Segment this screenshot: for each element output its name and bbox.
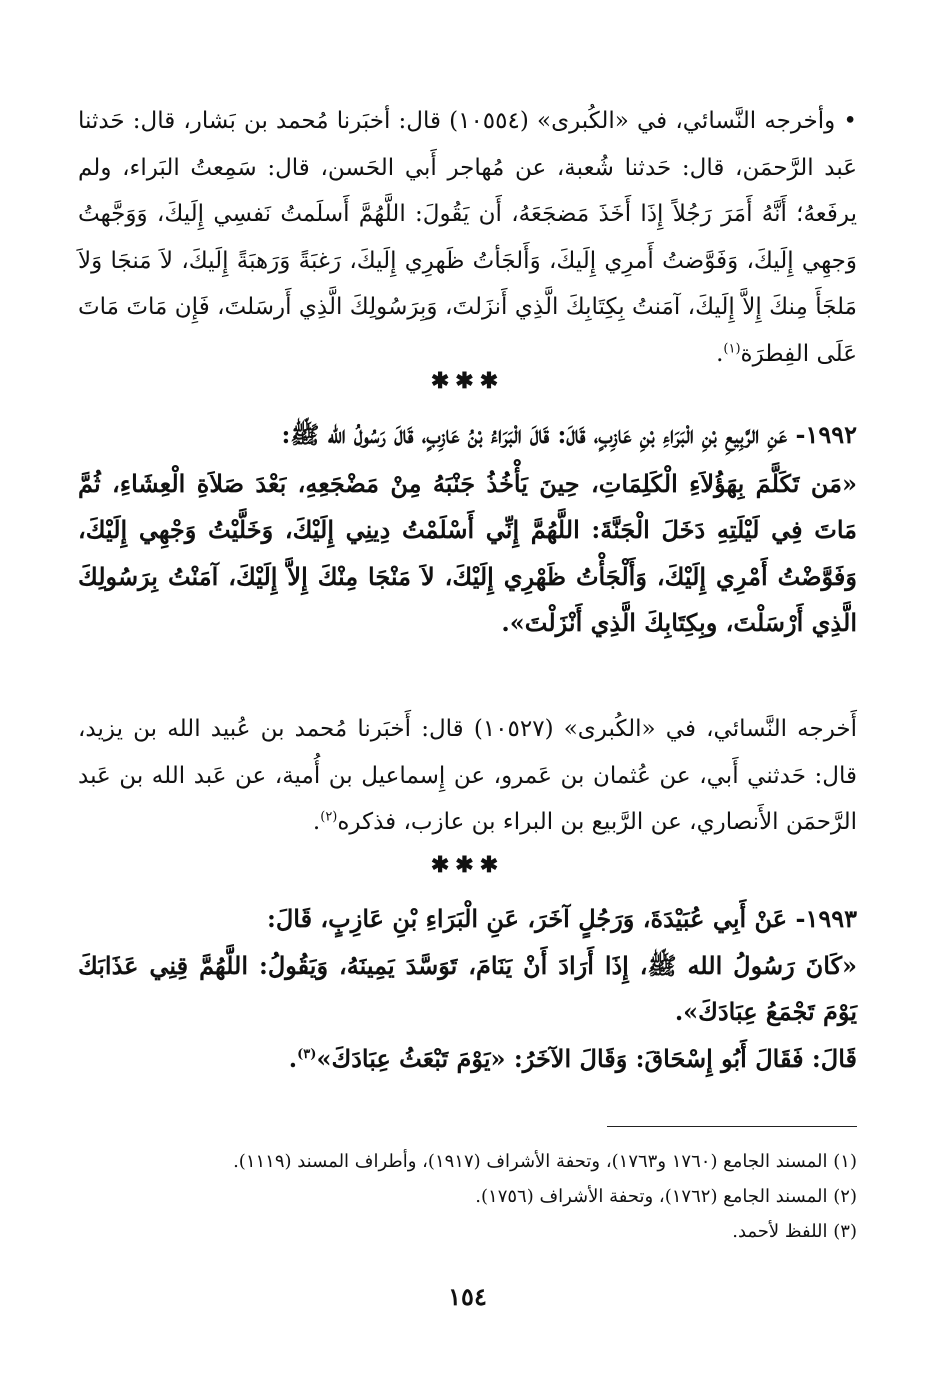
hadith-1993-tail: قَالَ: فَقَالَ أَبُو إِسْحَاقَ: وَقَالَ الآخَرُ: «يَوْمَ تَبْعَثُ عِبَادَكَ»$^{(٣)}$.	[288, 1043, 857, 1073]
footnote-divider	[607, 1126, 857, 1127]
commentary-paragraph-2: أَخرجه النَّسائي، في «الكُبرى» (١٠٥٢٧) قال: أَخبَرنا مُحمد بن عُبيد الله بن يزيد، قال: حَدثني أَبي، عن عُثمان بن عَمرو، عن إِسماعيل بن أُمية، عن عَبد الله بن عَبد الرَّحمَن الأَنصاري، عن الرَّبيع بن البراء بن عازب، فذكره$^{(٢)}$.	[78, 716, 857, 835]
hadith-1992-heading: ١٩٩٢- عَنِ الرَّبِيعِ بْنِ الْبَرَاءِ بْنِ عَازِبٍ، قَالَ: قَالَ الْبَرَاءُ بْنُ عَازِبٍ، قَالَ رَسُولُ الله ﷺ:	[281, 420, 857, 449]
footnote-2: (٢) المسند الجامع (١٧٦٢)، وتحفة الأشراف (١٧٥٦).	[475, 1186, 857, 1207]
hadith-1993-text: «كَانَ رَسُولُ الله ﷺ، إِذَا أَرَادَ أَنْ يَنَامَ، تَوَسَّدَ يَمِينَهُ، وَيَقُولُ: اللَّهُمَّ قِنِي عَذَابَكَ يَوْمَ تَجْمَعُ عِبَادَكَ».	[78, 950, 857, 1026]
commentary-text: • وأخرجه النَّسائي، في «الكُبرى» (١٠٥٥٤) قال: أخبَرنا مُحمد بن بَشار، قال: حَدثنا عَبد الرَّحمَن، قال: حَدثنا شُعبة، عن مُهاجر أَبي الحَسن، قال: سَمِعتُ البَراء، ولم يرفَعهُ؛ أَنَّهُ أَمَرَ رَجُلاً إِذَا أَخَذَ مَضجَعَهُ، أَن يَقُولَ: اللَّهُمَّ أَسلَمتُ نَفسِي إِلَيكَ، وَوَجَّهتُ وَجهِي إِلَيكَ، وَفَوَّضتُ أَمرِي إِلَيكَ، وَأَلجَأتُ ظَهرِي إِلَيكَ، رَغبَةً وَرَهبَةً إِلَيكَ، لاَ مَنجَا وَلاَ مَلجَأَ مِنكَ إِلاَّ إِلَيكَ، آمَنتُ بِكِتَابِكَ الَّذِي أَنزَلتَ، وَبِرَسُولِكَ الَّذِي أَرسَلتَ، فَإِن مَاتَ مَاتَ عَلَى الفِطرَة	[78, 108, 857, 367]
footnote-1: (١) المسند الجامع (١٧٦٠ و١٧٦٣)، وتحفة الأشراف (١٩١٧)، وأطراف المسند (١١١٩).	[233, 1151, 857, 1172]
footnotes	[78, 1144, 857, 1249]
footnote-ref: (٢)	[320, 809, 338, 825]
page-number: ١٥٤	[448, 1282, 487, 1311]
footnote-ref: (١)	[723, 340, 741, 356]
hadith-1992-text: «مَن تَكَلَّمَ بِهَؤُلاَءِ الْكَلِمَاتِ، حِينَ يَأْخُذُ جَنْبَهُ مِنْ مَضْجَعِهِ، بَعْدَ صَلاَةِ الْعِشَاءِ، ثُمَّ مَاتَ فِي لَيْلَتِهِ دَخَلَ الْجَنَّةَ: اللَّهُمَّ إِنِّي أَسْلَمْتُ دِينِي إِلَيْكَ، وَخَلَّيْتُ وَجْهِي إِلَيْكَ، وَفَوَّضْتُ أَمْرِي إِلَيْكَ، وَأَلْجَأْتُ ظَهْرِي إِلَيْكَ، لاَ مَنْجَا مِنْكَ إِلاَّ إِلَيْكَ، آمَنْتُ بِرَسُولِكَ الَّذِي أَرْسَلْتَ، وبِكِتَابِكَ الَّذِي أَنْزَلْتَ».	[78, 468, 857, 637]
section-separator: ✱✱✱	[430, 368, 505, 394]
hadith-1993	[78, 896, 857, 1082]
footnote-ref: (٣)	[297, 1046, 317, 1062]
hadith-1993-heading: ١٩٩٣- عَنْ أَبِي عُبَيْدَةَ، وَرَجُلٍ آخَرَ، عَنِ الْبَرَاءِ بْنِ عَازِبٍ، قَالَ:	[266, 904, 857, 933]
footnote-3: (٣) اللفظ لأحمد.	[732, 1221, 857, 1242]
hadith-1992	[78, 412, 857, 647]
commentary-paragraph-1: • وأخرجه النَّسائي، في «الكُبرى» (١٠٥٥٤) قال: أخبَرنا مُحمد بن بَشار، قال: حَدثنا عَبد الرَّحمَن، قال: حَدثنا شُعبة، عن مُهاجر أَبي الحَسن، قال: سَمِعتُ البَراء، ولم يرفَعهُ؛ أَنَّهُ أَمَرَ رَجُلاً إِذَا أَخَذَ مَضجَعَهُ، أَن يَقُولَ: اللَّهُمَّ أَسلَمتُ نَفسِي إِلَيكَ، وَوَجَّهتُ وَجهِي إِلَيكَ، وَفَوَّضتُ أَمرِي إِلَيكَ، وَأَلجَأتُ ظَهرِي إِلَيكَ، رَغبَةً وَرَهبَةً إِلَيكَ، لاَ مَنجَا وَلاَ مَلجَأَ مِنكَ إِلاَّ إِلَيكَ، آمَنتُ بِكِتَابِكَ الَّذِي أَنزَلتَ، وَبِرَسُولِكَ الَّذِي أَرسَلتَ، فَإِن مَاتَ مَاتَ عَلَى الفِطرَة$^{(١)}$.	[78, 108, 857, 367]
commentary-text: أَخرجه النَّسائي، في «الكُبرى» (١٠٥٢٧) قال: أَخبَرنا مُحمد بن عُبيد الله بن يزيد، قال: حَدثني أَبي، عن عُثمان بن عَمرو، عن إِسماعيل بن أُمية، عن عَبد الله بن عَبد الرَّحمَن الأَنصاري، عن الرَّبيع بن البراء بن عازب، فذكره	[78, 716, 857, 835]
section-separator: ✱✱✱	[430, 852, 505, 878]
